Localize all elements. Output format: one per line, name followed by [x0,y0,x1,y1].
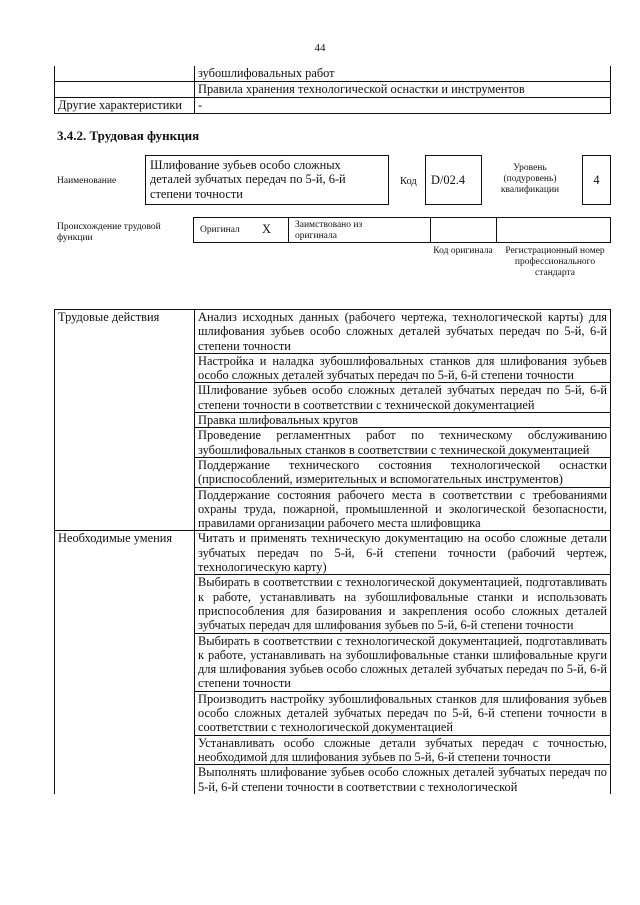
page-number: 44 [314,42,326,54]
top-characteristics-table [54,66,611,114]
original-label: Оригинал [200,225,240,235]
list-item: Поддержание состояния рабочего места в соответствии с требованиями охраны труда, пожарной, промышленной и экологической безопасности, правилами организации рабочего места шлифовщика [195,487,611,531]
row-label: Другие характеристики [55,98,195,114]
list-item: Анализ исходных данных (рабочего чертежа, технологической карты) для шлифования зубьев особо сложных деталей зубчатых передач по 5-й, 6-й степени точности [195,310,611,354]
list-item: Выбирать в соответствии с технологической документацией, подготавливать к работе, устанавливать на зубошлифовальные станки и использовать приспособления для базирования и закрепления особо сложных деталей зубчатых передач для шлифования зубьев по 5-й, 6-й степени точности [195,575,611,633]
name-value [145,155,389,205]
row-value: Правила хранения технологической оснастки и инструментов [195,82,611,98]
list-item: Проведение регламентных работ по техническому обслуживанию зубошлифовальных станков в соответствии с технической документацией [195,428,611,458]
list-item: Шлифование зубьев особо сложных деталей зубчатых передач по 5-й, 6-й степени точности в соответствии с технической документацией [195,383,611,413]
list-item: Устанавливать особо сложные детали зубчатых передач с точностью, необходимой для шлифования зубьев по 5-й, 6-й степени точности [195,735,611,765]
list-item: Производить настройку зубошлифовальных станков для шлифования зубьев особо сложных деталей зубчатых передач по 5-й, 6-й степени точности в соответствии с технологической документацией [195,691,611,735]
level-value-box [582,155,611,205]
code-value: D/02.4 [431,173,466,187]
code-value-box [425,155,482,205]
list-item: Настройка и наладка зубошлифовальных станков для шлифования зубьев особо сложных деталей зубчатых передач по 5-й, 6-й степени точности [195,353,611,383]
table-row [55,66,611,82]
table-row [55,98,611,114]
list-item: Выполнять шлифование зубьев особо сложных деталей зубчатых передач по 5-й, 6-й степени точности в соответствии с технологической [195,765,611,794]
table-row [55,82,611,98]
origin-code-box [430,217,497,243]
original-mark: X [262,222,271,236]
origin-label: Происхождение трудовой функции [57,222,161,243]
row-label [55,66,195,82]
origin-borrowed-box [288,217,431,243]
name-value-text: Шлифование зубьев особо сложных деталей зубчатых передач по 5-й, 6-й степени точности [150,158,346,201]
section-title: 3.4.2. Трудовая функция [57,128,200,143]
labor-function-table [54,309,611,794]
code-caption: Код оригинала [433,246,493,256]
row-value: - [195,98,611,114]
table-row [55,531,611,575]
group-label: Необходимые умения [55,531,195,794]
row-value: зубошлифовальных работ [195,66,611,82]
table-row [55,310,611,354]
origin-reg-box [496,217,611,243]
list-item: Правка шлифовальных кругов [195,413,611,428]
list-item: Поддержание технического состояния технологической оснастки (приспособлений, измерительных и вспомогательных инструментов) [195,457,611,487]
borrowed-label: Заимствовано из оригинала [295,220,363,241]
name-label: Наименование [57,176,117,186]
list-item: Читать и применять техническую документацию на особо сложные детали зубчатых передач по 5-й, 6-й степени точности (рабочий чертеж, технологическую карту) [195,531,611,575]
level-value: 4 [593,173,600,187]
list-item: Выбирать в соответствии с технологической документацией, подготавливать к работе, устанавливать на зубошлифовальные станки шлифовальные круги для шлифования зубьев особо сложных деталей зубчатых передач по 5-й, 6-й степени точности [195,633,611,691]
origin-original-box [193,217,289,243]
code-label: Код [400,176,417,187]
row-label [55,82,195,98]
level-label: Уровень (подуровень) квалификации [500,163,560,195]
group-label: Трудовые действия [55,310,195,531]
reg-caption: Регистрационный номер профессионального стандарта [505,246,605,278]
